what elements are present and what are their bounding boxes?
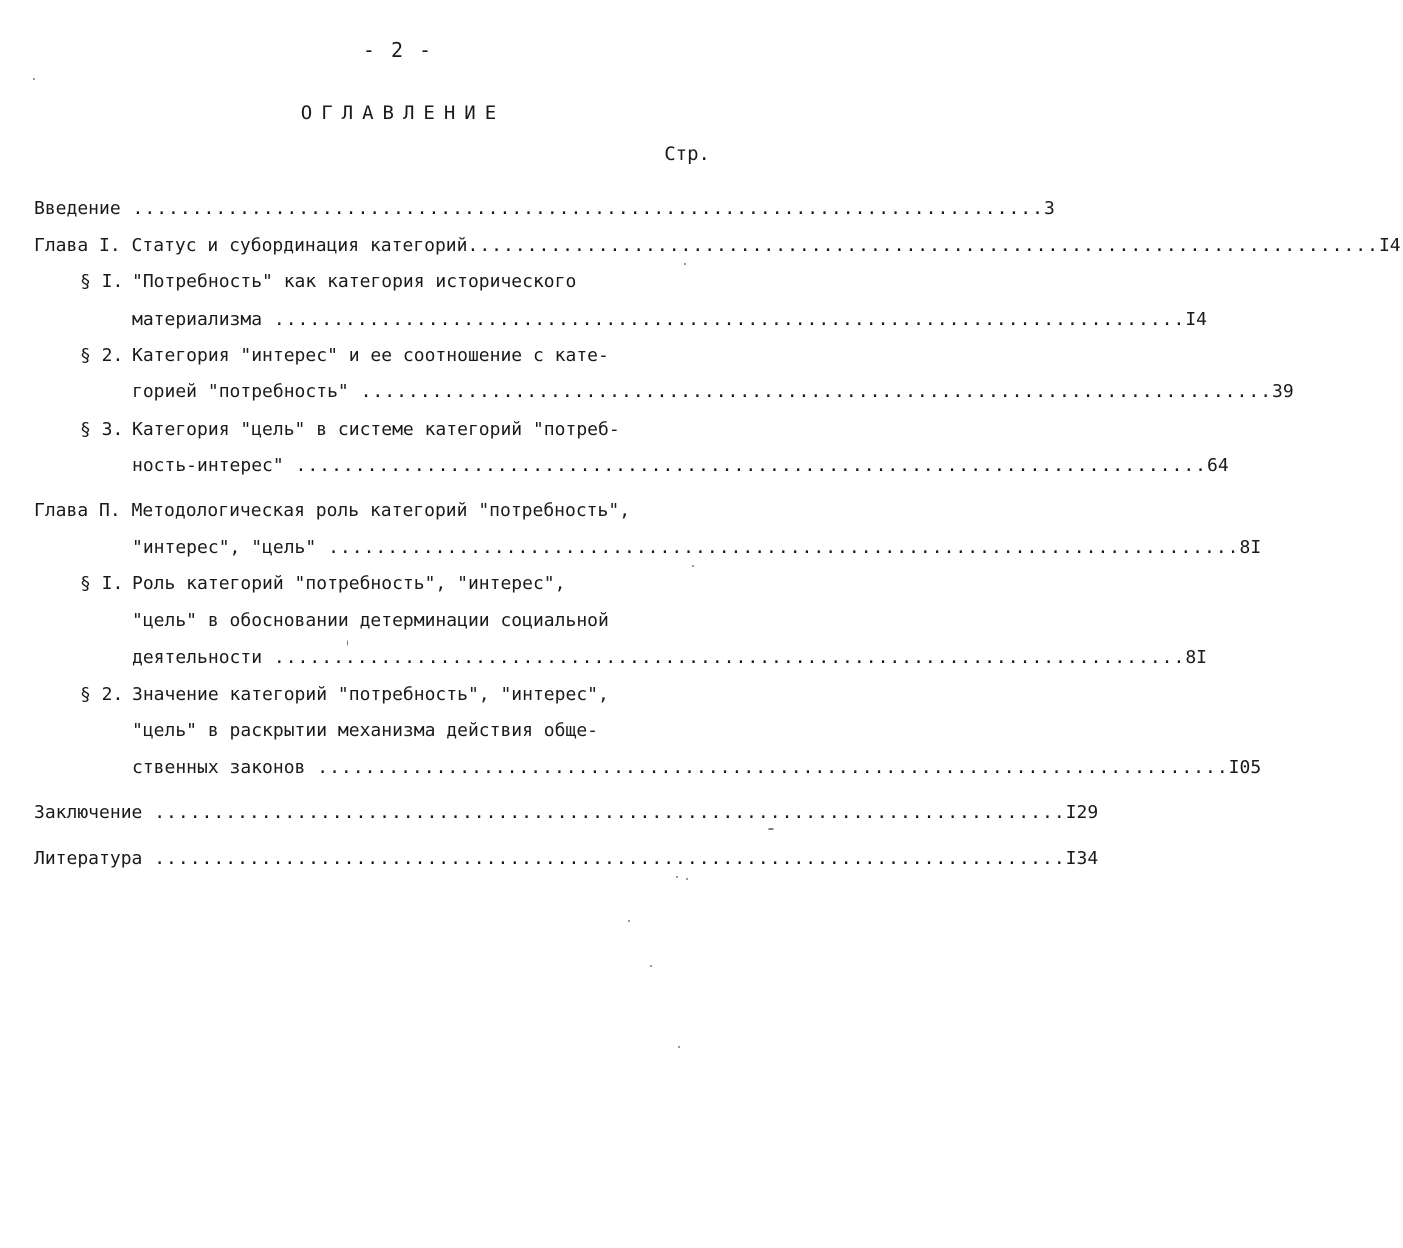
toc-page: 8I xyxy=(1185,647,1208,668)
toc-label-line1: Роль категорий "потребность", "интерес", xyxy=(132,573,566,594)
toc-label: Литература xyxy=(34,848,143,869)
scan-speck xyxy=(768,828,774,830)
toc-label: Заключение xyxy=(34,802,143,823)
toc-entry-chapter-2-section-1-cont[interactable] xyxy=(132,647,1208,668)
toc-entry-chapter-2-section-1-line2[interactable] xyxy=(132,610,609,631)
section-mark: § 2. xyxy=(80,345,124,366)
toc-entry-chapter-2-section-2[interactable] xyxy=(80,684,609,705)
toc-page: 8I xyxy=(1239,537,1262,558)
scan-speck xyxy=(33,78,35,80)
toc-entry-chapter-1-section-1-cont[interactable] xyxy=(132,309,1208,330)
scan-speck xyxy=(678,1046,680,1048)
toc-page: I05 xyxy=(1228,757,1262,778)
toc-label-line1: Категория "интерес" и ее соотношение с кате- xyxy=(132,345,609,366)
toc-entry-chapter-1-section-3[interactable] xyxy=(80,419,620,440)
dot-leader: ............................................................................. xyxy=(348,381,1273,402)
toc-entry-chapter-1[interactable] xyxy=(34,235,1401,256)
toc-label-line2: "интерес", "цель" xyxy=(132,537,317,558)
page-number: - 2 - xyxy=(362,38,434,62)
toc-label-line1: Значение категорий "потребность", "интерес", xyxy=(132,684,609,705)
toc-label-line3: ственных законов xyxy=(132,757,306,778)
toc-label-line3: деятельности xyxy=(132,647,263,668)
toc-entry-chapter-2-section-2-line2[interactable] xyxy=(132,720,598,741)
dot-leader: ............................................................................. xyxy=(120,198,1044,219)
toc-label: Глава I. Статус и субординация категорий xyxy=(34,235,468,256)
toc-label: Введение xyxy=(34,198,121,219)
scan-speck xyxy=(676,876,678,878)
toc-page: 39 xyxy=(1272,381,1294,402)
toc-entry-conclusion[interactable] xyxy=(34,802,1099,823)
toc-entry-chapter-2[interactable] xyxy=(34,500,630,521)
toc-label-line2: ность-интерес" xyxy=(132,455,284,476)
dot-leader: ............................................................................. xyxy=(467,235,1379,256)
toc-entry-chapter-1-section-2-cont[interactable] xyxy=(132,381,1294,402)
toc-label-line2: материализма xyxy=(132,309,263,330)
toc-label-line1: Категория "цель" в системе категорий "потреб- xyxy=(132,419,620,440)
toc-label-line2: "цель" в обосновании детерминации социальной xyxy=(132,610,609,631)
toc-entry-literature[interactable] xyxy=(34,848,1099,869)
toc-entry-chapter-1-section-1[interactable] xyxy=(80,271,576,292)
scan-speck xyxy=(628,920,630,922)
toc-label-line1: "Потребность" как категория исторического xyxy=(132,271,577,292)
dot-leader: ............................................................................. xyxy=(142,848,1066,869)
toc-page: 3 xyxy=(1043,198,1055,219)
dot-leader: ............................................................................. xyxy=(283,455,1207,476)
toc-page: I29 xyxy=(1065,802,1099,823)
toc-entry-chapter-2-cont[interactable] xyxy=(132,537,1262,558)
toc-page: I4 xyxy=(1185,309,1208,330)
dot-leader: ............................................................................. xyxy=(142,802,1066,823)
page-column-label: Стр. xyxy=(664,143,710,165)
toc-page: I34 xyxy=(1065,848,1099,869)
page-title: ОГЛАВЛЕНИЕ xyxy=(300,102,506,124)
scan-speck xyxy=(650,965,652,967)
toc-page: 64 xyxy=(1207,455,1229,476)
toc-entry-intro[interactable] xyxy=(34,198,1055,219)
toc-label-line1: Глава П. Методологическая роль категорий "потребность", xyxy=(34,500,631,521)
dot-leader: ............................................................................. xyxy=(262,309,1186,330)
toc-page: I4 xyxy=(1378,235,1401,256)
dot-leader: ............................................................................. xyxy=(305,757,1229,778)
scan-speck xyxy=(684,263,686,265)
section-mark: § I. xyxy=(80,271,124,292)
toc-label-line2: горией "потребность" xyxy=(132,381,349,402)
dot-leader: ............................................................................. xyxy=(262,647,1186,668)
toc-entry-chapter-2-section-1[interactable] xyxy=(80,573,565,594)
toc-entry-chapter-1-section-2[interactable] xyxy=(80,345,609,366)
dot-leader: ............................................................................. xyxy=(316,537,1240,558)
section-mark: § 3. xyxy=(80,419,124,440)
toc-entry-chapter-2-section-2-cont[interactable] xyxy=(132,757,1262,778)
scan-speck xyxy=(347,640,348,646)
toc-label-line2: "цель" в раскрытии механизма действия обще- xyxy=(132,720,598,741)
section-mark: § I. xyxy=(80,573,124,594)
scan-speck xyxy=(692,565,694,567)
scan-speck xyxy=(686,878,688,880)
section-mark: § 2. xyxy=(80,684,124,705)
toc-entry-chapter-1-section-3-cont[interactable] xyxy=(132,455,1229,476)
